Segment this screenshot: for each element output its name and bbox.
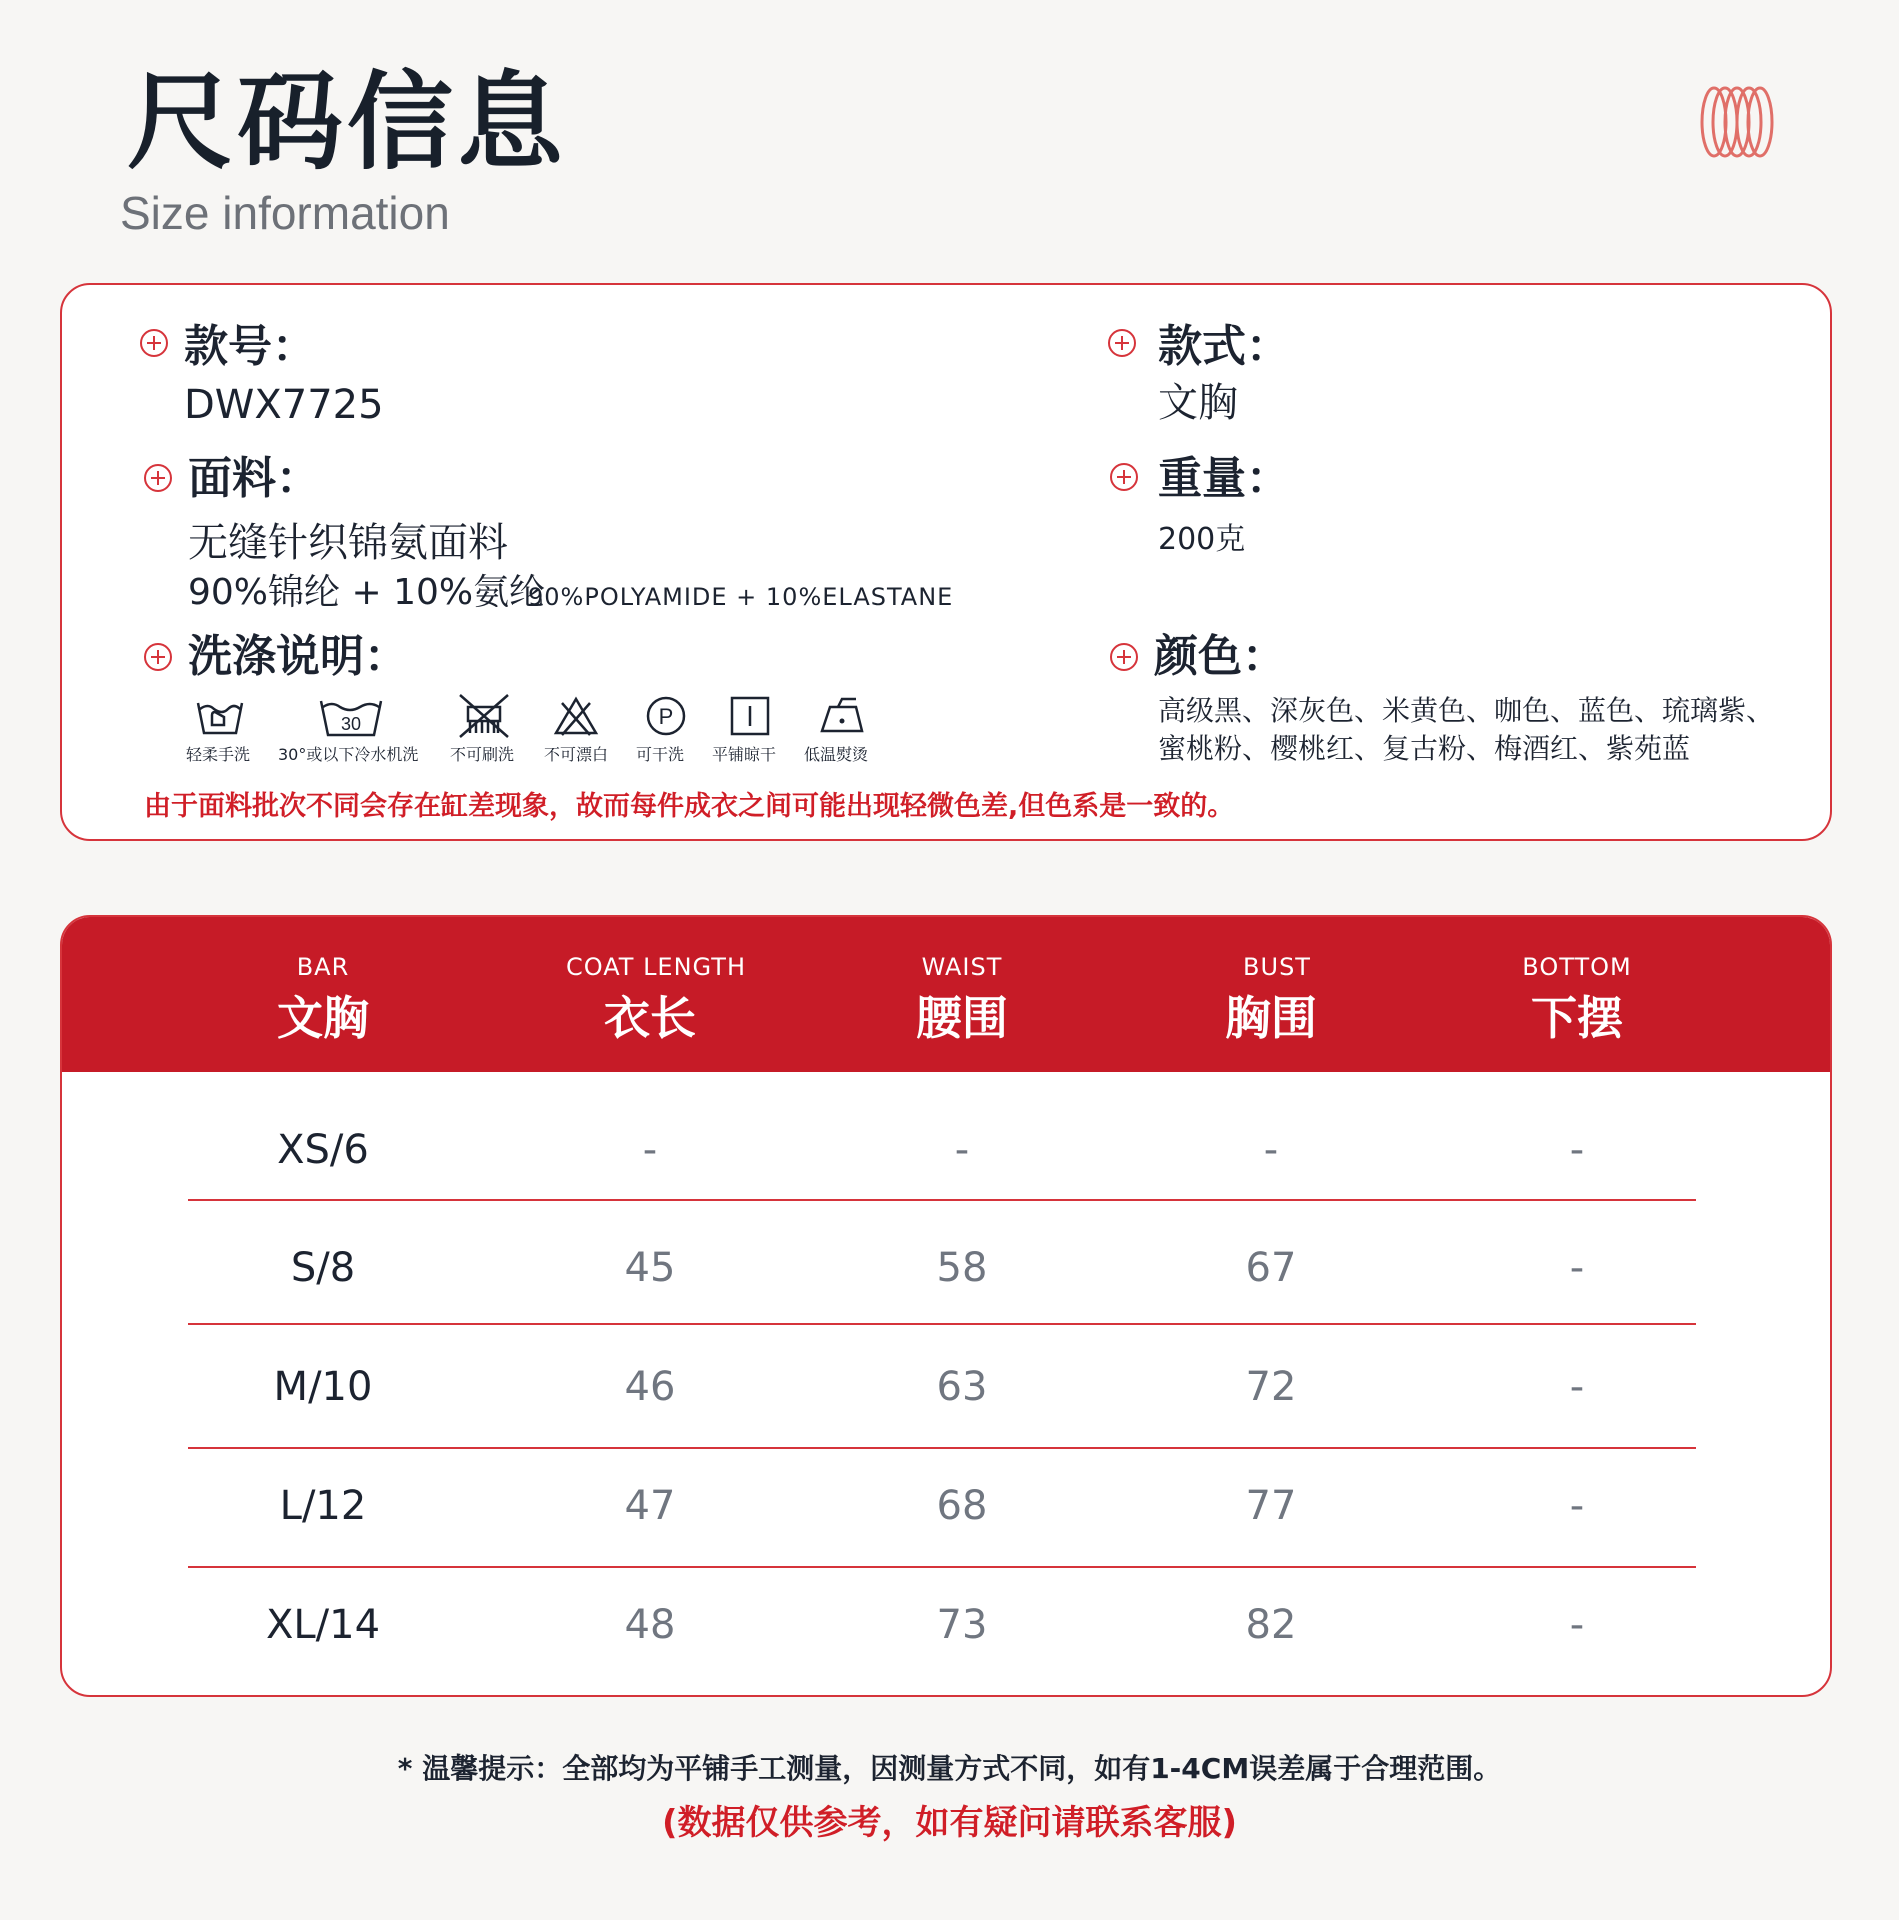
fabric-label: 面料： <box>188 453 320 504</box>
column-header-zh: 衣长 <box>604 991 696 1045</box>
colors-line-2: 蜜桃粉、樱桃红、复古粉、梅酒红、紫苑蓝 <box>1158 732 1691 765</box>
color-difference-warning: 由于面料批次不同会存在缸差现象，故而每件成衣之间可能出现轻微色差,但色系是一致的。 <box>144 791 1235 822</box>
wash-caption: 低温熨烫 <box>804 745 869 764</box>
weight-label: 重量： <box>1158 453 1290 504</box>
column-header-en: BAR <box>296 953 350 981</box>
dry-clean-p-icon <box>640 693 692 739</box>
coat-length-cell: - <box>642 1127 658 1173</box>
plus-circle-icon <box>144 643 172 671</box>
svg-text:P: P <box>658 704 674 729</box>
bottom-cell: - <box>1569 1483 1585 1529</box>
row-divider <box>188 1199 1696 1201</box>
measurement-tip: * 温馨提示：全部均为平铺手工测量，因测量方式不同，如有1-4CM误差属于合理范围。 <box>397 1752 1502 1785</box>
svg-text:30: 30 <box>340 714 362 734</box>
bottom-cell: - <box>1569 1245 1585 1291</box>
coat-length-cell: 46 <box>624 1364 676 1410</box>
plus-circle-icon <box>1108 329 1136 357</box>
wash-caption: 可干洗 <box>636 745 685 764</box>
no-bleach-icon <box>550 693 602 739</box>
size-table-header <box>62 917 1830 1072</box>
size-label: M/10 <box>273 1364 373 1410</box>
size-label: XL/14 <box>265 1602 381 1648</box>
column-header-en: WAIST <box>921 953 1003 981</box>
wash-caption: 不可漂白 <box>544 745 609 764</box>
waist-cell: 58 <box>936 1245 988 1291</box>
waist-cell: 73 <box>936 1602 988 1648</box>
waist-cell: 68 <box>936 1483 988 1529</box>
size-label: S/8 <box>290 1245 356 1291</box>
row-divider <box>188 1323 1696 1325</box>
no-brush-icon <box>458 693 510 739</box>
coat-length-cell: 45 <box>624 1245 676 1291</box>
plus-circle-icon <box>140 329 168 357</box>
fabric-composition-cn: 90%锦纶 + 10%氨纶 <box>188 572 546 613</box>
plus-circle-icon <box>144 464 172 492</box>
color-label: 颜色： <box>1154 631 1286 682</box>
wash-caption: 轻柔手洗 <box>186 745 251 764</box>
row-divider <box>188 1566 1696 1568</box>
style-label: 款式： <box>1158 321 1290 372</box>
plus-circle-icon <box>1110 463 1138 491</box>
coat-length-cell: 48 <box>624 1602 676 1648</box>
bust-cell: 82 <box>1245 1602 1297 1648</box>
hand-wash-icon <box>194 695 246 741</box>
rings-logo-icon <box>1698 84 1776 160</box>
flat-dry-icon <box>724 693 776 739</box>
bust-cell: - <box>1263 1127 1279 1173</box>
size-table <box>60 915 1832 1697</box>
column-header-zh: 腰围 <box>916 991 1008 1045</box>
colors-line-1: 高级黑、深灰色、米黄色、咖色、蓝色、琉璃紫、 <box>1158 694 1775 727</box>
column-header-zh: 胸围 <box>1225 991 1317 1045</box>
wash-caption: 不可刷洗 <box>450 745 515 764</box>
bust-cell: 77 <box>1245 1483 1297 1529</box>
wash-caption: 平铺晾干 <box>712 745 777 764</box>
size-label: XS/6 <box>277 1127 369 1173</box>
column-header-zh: 文胸 <box>277 991 369 1045</box>
waist-cell: - <box>954 1127 970 1173</box>
row-divider <box>188 1447 1696 1449</box>
column-header-en: BUST <box>1243 953 1311 981</box>
plus-circle-icon <box>1110 643 1138 671</box>
page-subtitle: Size information <box>120 187 450 239</box>
size-label: L/12 <box>279 1483 367 1529</box>
column-header-zh: 下摆 <box>1531 991 1623 1045</box>
style-no-label: 款号： <box>184 321 316 372</box>
wash-label: 洗涤说明： <box>188 631 408 682</box>
style-value: 文胸 <box>1158 380 1238 426</box>
bottom-cell: - <box>1569 1127 1585 1173</box>
bust-cell: 67 <box>1245 1245 1297 1291</box>
contact-note: (数据仅供参考，如有疑问请联系客服) <box>661 1803 1238 1843</box>
page-title: 尺码信息 <box>127 61 567 184</box>
waist-cell: 63 <box>936 1364 988 1410</box>
column-header-en: BOTTOM <box>1522 953 1632 981</box>
fabric-value: 无缝针织锦氨面料 <box>188 520 508 566</box>
product-info-card <box>60 283 1832 841</box>
coat-length-cell: 47 <box>624 1483 676 1529</box>
fabric-composition-en: 90%POLYAMIDE + 10%ELASTANE <box>528 583 954 611</box>
style-no-value: DWX7725 <box>184 382 384 428</box>
bust-cell: 72 <box>1245 1364 1297 1410</box>
weight-value: 200克 <box>1158 522 1246 557</box>
column-header-en: COAT LENGTH <box>565 953 747 981</box>
wash-30-icon <box>318 695 384 741</box>
wash-caption: 30°或以下冷水机洗 <box>278 745 419 764</box>
bottom-cell: - <box>1569 1602 1585 1648</box>
bottom-cell: - <box>1569 1364 1585 1410</box>
low-iron-icon <box>816 693 868 739</box>
